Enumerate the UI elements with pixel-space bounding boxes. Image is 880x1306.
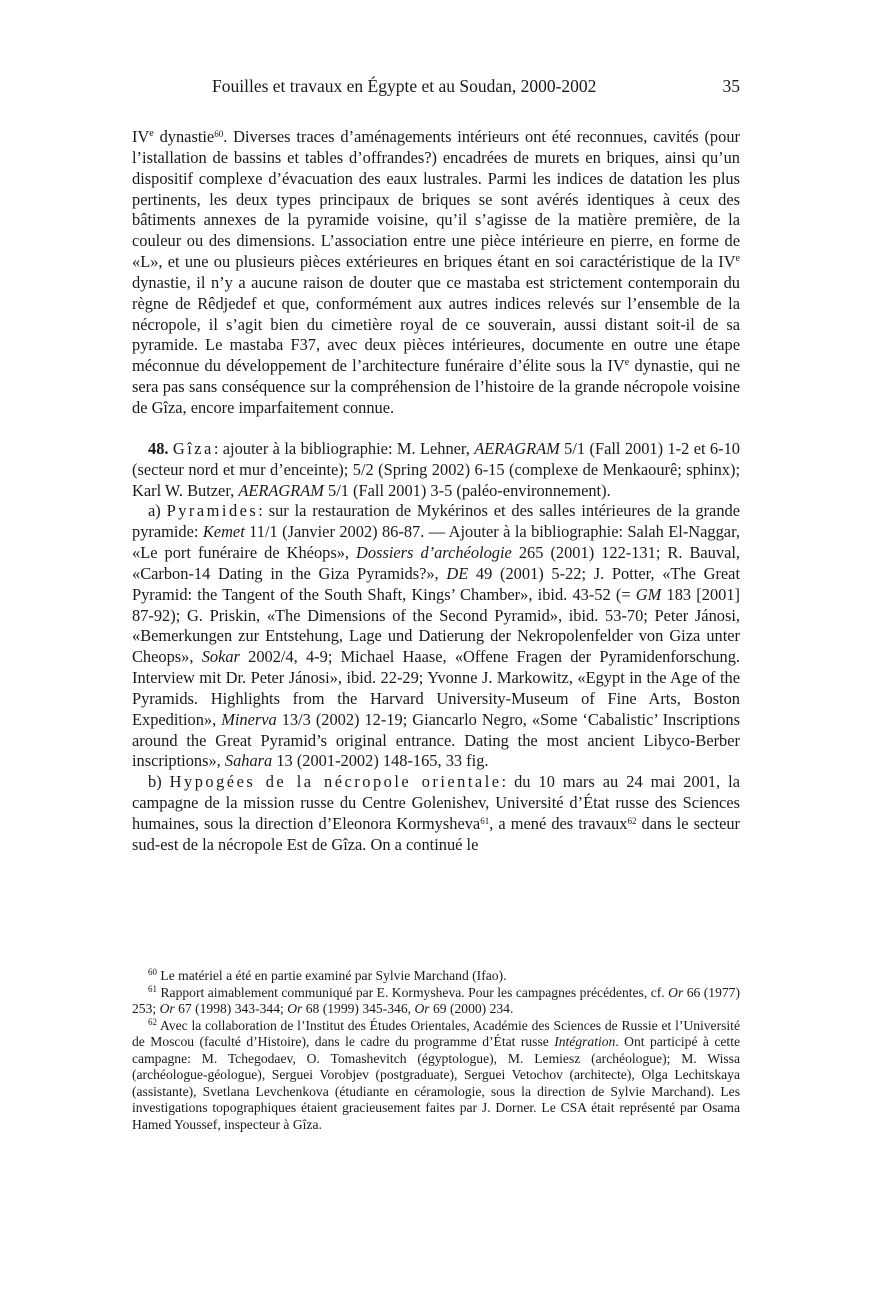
page-number: 35 [722,76,740,96]
footnote-61: $^{61}$ Rapport aimablement communiqué par E. Kormysheva. Pour les campagnes précédentes, cf. Or 66 (1977) 253; Or 67 (1998) 343-344; Or 68 (1999) 345-346, Or 69 (2000) 234. [132,983,740,1016]
footnote-ref-62[interactable]: 62 [627,816,637,826]
footnote-ref-61[interactable]: 61 [480,816,490,826]
footnote-62: $^{62}$ Avec la collaboration de l’Institut des Études Orientales, Académie des Sciences de Russie et l’Université de Moscou (faculté d’Histoire), dans le cadre du programme d’État russe Intégration. Ont participé à cette campagne: M. Tchegodaev, O. Tomashevitch (égyptologue), M. Lemiesz (archéologue); M. Wissa (archéologue-géologue), Serguei Vorobjev (postgraduate), Serguei Vetochov (architecte), Olga Lechitskaya (assistante), Svetlana Levchenkova (étudiante en céramologie, sous la direction de Sylvie Marchand). Les investigations topographiques étaient gracieusement faites par J. Dorner. Le CSA était représenté par Osama Hamed Youssef, inspecteur à Gîza. [132,1016,741,1132]
footnotes [132,968,740,1133]
running-title: Fouilles et travaux en Égypte et au Soudan, 2000-2002 [212,76,597,96]
subsection-hypogees: b) Hypogées de la nécropole orientale: du 10 mars au 24 mai 2001, la campagne de la mission russe du Centre Golenishev, Université d’État russe des Sciences humaines, sous la direction d’Eleonora Kormysheva$^{61}$, a mené des travaux$^{62}$ dans le secteur sud-est de la nécropole Est de Gîza. On a continué le [132,772,741,854]
section-place: Gîza [172,438,214,458]
section-number: 48. [148,438,169,458]
running-header [132,76,740,102]
subsection-heading: Pyramides [166,501,259,521]
section-48: 48. Gîza: ajouter à la bibliographie: M. Lehner, AERAGRAM 5/1 (Fall 2001) 1-2 et 6-10 (secteur nord et mur d’enceinte); 5/2 (Spring 2002) 6-15 (complexe de Menkaourê; sphinx); Karl W. Butzer, AERAGRAM 5/1 (Fall 2001) 3-5 (paléo-environnement). [132,438,740,500]
subsection-pyramides: a) Pyramides: sur la restauration de Mykérinos et des salles intérieures de la grande pyramide: Kemet 11/1 (Janvier 2002) 86-87. — Ajouter à la bibliographie: Salah El-Naggar, «Le port funéraire de Khéops», Dossiers d’archéologie 265 (2001) 122-131; R. Bauval, «Carbon-14 Dating in the Giza Pyramids?», DE 49 (2001) 5-22; J. Potter, «The Great Pyramid: the Tangent of the South Shaft, Kings’ Chamber», ibid. 43-52 (= GM 183 [2001] 87-92); G. Priskin, «The Dimensions of the Second Pyramid», ibid. 53-70; Peter Jánosi, «Bemerkungen zur Entstehung, Lage und Datierung der Nekropolenfelder von Giza unter Cheops», Sokar 2002/4, 4-9; Michael Haase, «Offene Fragen der Pyramidenforschung. Interview mit Dr. Peter Jánosi», ibid. 22-29; Yvonne J. Markowitz, «Egypt in the Age of the Pyramids. Highlights from the Harvard University-Museum of Fine Arts, Boston Expedition», Minerva 13/3 (2002) 12-19; Giancarlo Negro, «Some ‘Cabalistic’ Inscriptions around the Great Pyramid’s original entrance. Dating the most ancient Libyco-Berber inscriptions», Sahara 13 (2001-2002) 148-165, 33 fig. [132,501,740,771]
footnote-ref-60[interactable]: 60 [214,129,224,139]
main-text [132,127,740,856]
subsection-heading: Hypogées de la nécropole orientale [169,772,502,792]
paragraph-continuation: IVe dynastie$^{60}$. Diverses traces d’aménagements intérieurs ont été reconnues, cavités (pour l’istallation de bassins et tables d’offrandes?) encadrées de murets en briques, ainsi qu’un dispositif complexe d’évacuation des eaux lustrales. Parmi les indices de datation les plus pertinents, les deux types principaux de briques se sont avérés identiques à ceux des bâtiments annexes de la pyramide voisine, qu’il s’agisse de la matière première, de la couleur ou des dimensions. L’association entre une pièce intérieure en pierre, en forme de «L», et une ou plusieurs pièces extérieures en briques étant en soi caractéristique de la IVe dynastie, il n’y a aucune raison de douter que ce mastaba est strictement contemporain du règne de Rêdjedef et que, conformément aux autres indices relevés sur l’ensemble de la nécropole, il s’agit bien du cimetière royal de ce souverain, aussi distant soit-il de sa pyramide. Le mastaba F37, avec deux pièces intérieures, documente en outre une étape méconnue du développement de l’architecture funéraire d’élite sous la IVe dynastie, qui ne sera pas sans conséquence sur la compréhension de l’histoire de la grande nécropole voisine de Gîza, encore imparfaitement connue. [132,127,740,417]
footnote-60: $^{60}$ Le matériel a été en partie examiné par Sylvie Marchand (Ifao). [148,967,507,983]
